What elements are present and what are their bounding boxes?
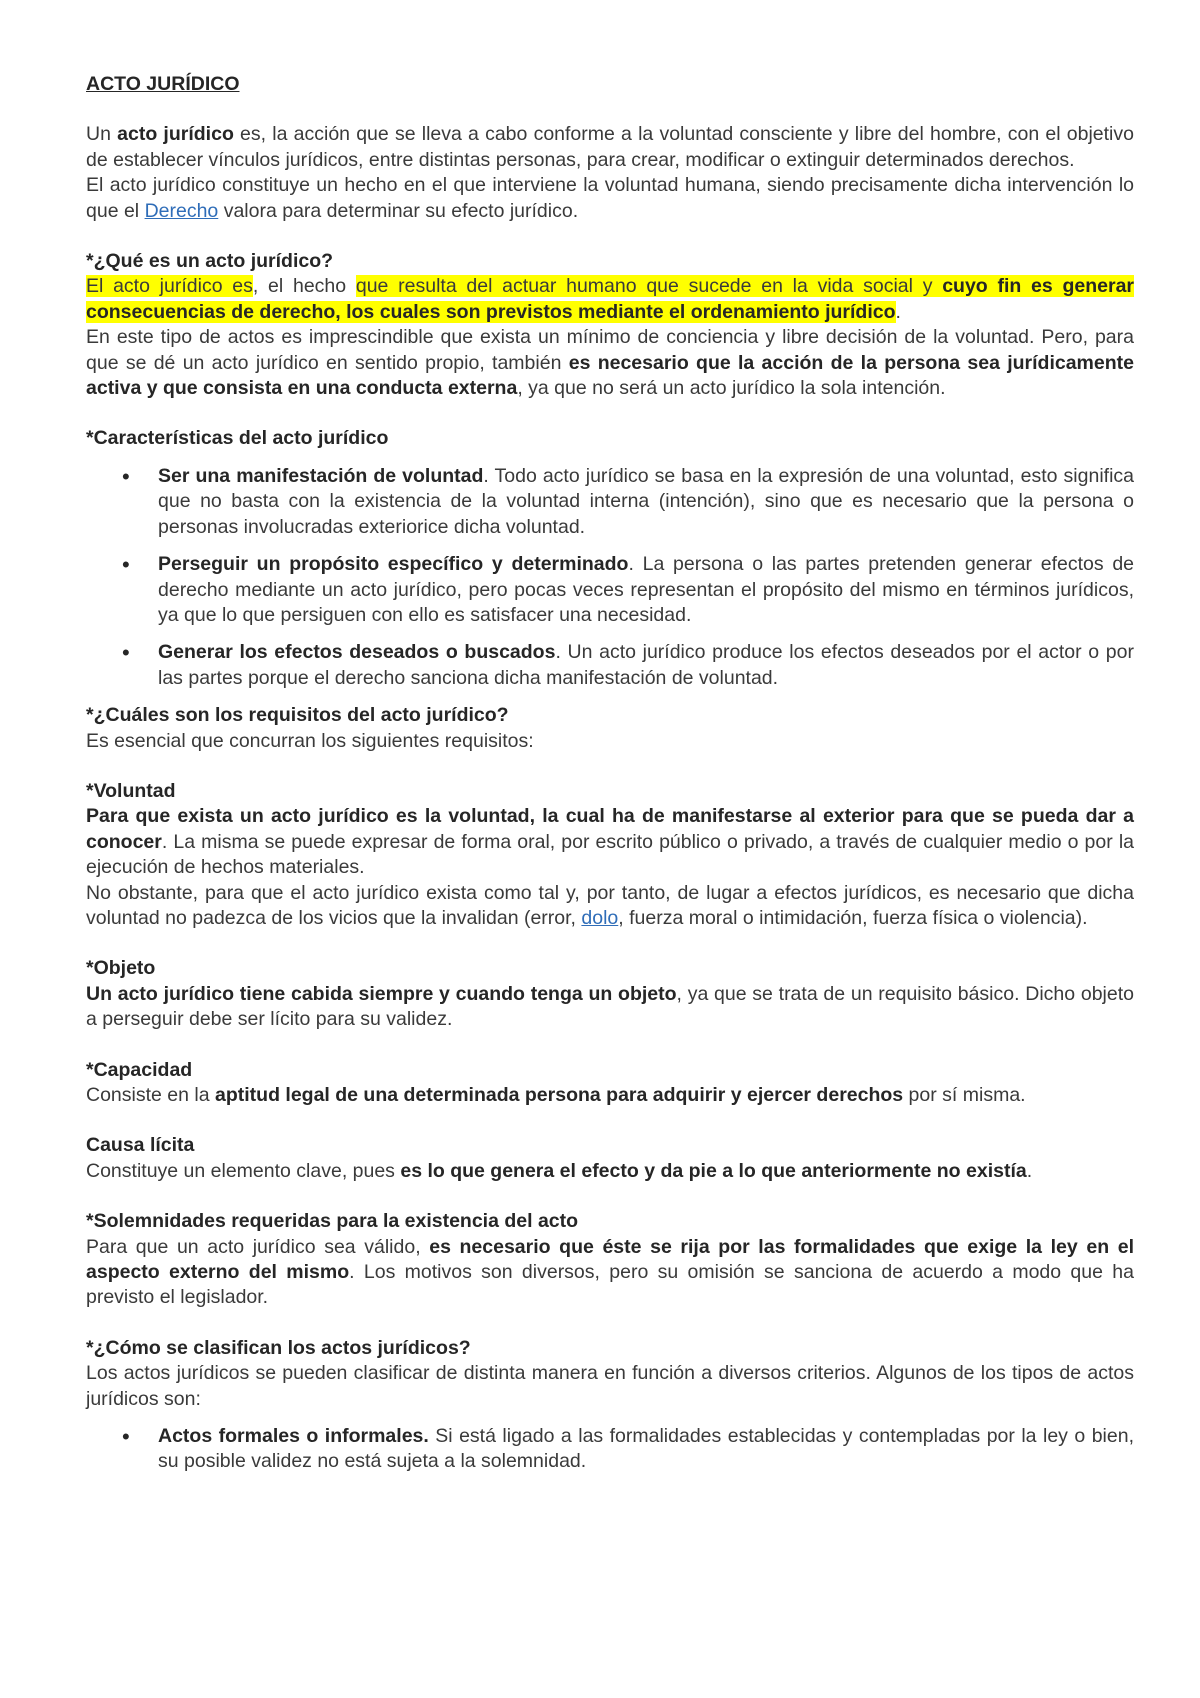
section-heading-clasificacion: *¿Cómo se clasifican los actos jurídicos? <box>86 1336 471 1359</box>
caracteristicas-list <box>86 464 1134 691</box>
intro-paragraph-1: Un acto jurídico es, la acción que se lleva a cabo conforme a la voluntad consciente y libre del hombre, con el objetivo de establecer vínculos jurídicos, entre distintas personas, para crear, modificar o extinguir determinados derechos. <box>86 123 1134 171</box>
intro-paragraph-2: El acto jurídico constituye un hecho en el que interviene la voluntad humana, siendo precisamente dicha intervención lo que el Derecho valora para determinar su efecto jurídico. <box>86 174 1134 222</box>
requisitos-text: Es esencial que concurran los siguientes requisitos: <box>86 729 534 752</box>
section-heading-capacidad: *Capacidad <box>86 1058 193 1081</box>
section-heading-caracteristicas: *Características del acto jurídico <box>86 427 389 450</box>
list-item: • Actos formales o informales. Si está ligado a las formalidades establecidas y contempladas por la ley o bien, su posible validez no está sujeta a la solemnidad. <box>86 1424 1134 1475</box>
solemnidades-paragraph: Para que un acto jurídico sea válido, es necesario que éste se rija por las formalidades que exige la ley en el aspecto externo del mismo. Los motivos son diversos, pero su omisión se sanciona de acuerdo a modo que ha previsto el legislador. <box>86 1235 1134 1309</box>
document-title: ACTO JURÍDICO <box>86 73 240 95</box>
section-heading-solemnidades: *Solemnidades requeridas para la existencia del acto <box>86 1210 579 1233</box>
causa-paragraph: Constituye un elemento clave, pues es lo que genera el efecto y da pie a lo que anteriormente no existía. <box>86 1159 1033 1182</box>
definition-paragraph-2: En este tipo de actos es imprescindible que exista un mínimo de conciencia y libre decisión de la voluntad. Pero, para que se dé un acto jurídico en sentido propio, también es necesario que la acción de la persona sea jurídicamente activa y que consista en una conducta externa, ya que no será un acto jurídico la sola intención. <box>86 326 1134 400</box>
document-body <box>86 72 1134 1475</box>
list-item: • Generar los efectos deseados o buscados. Un acto jurídico produce los efectos deseados por el actor o por las partes porque el derecho sanciona dicha manifestación de voluntad. <box>86 640 1134 691</box>
dolo-link[interactable]: dolo <box>581 906 619 929</box>
voluntad-paragraph-1: Para que exista un acto jurídico es la voluntad, la cual ha de manifestarse al exterior para que se pueda dar a conocer. La misma se puede expresar de forma oral, por escrito público o privado, a través de cualquier medio o por la ejecución de hechos materiales. <box>86 805 1134 879</box>
clasificacion-list <box>86 1424 1134 1475</box>
section-heading-causa: Causa lícita <box>86 1134 195 1157</box>
section-heading-objeto: *Objeto <box>86 957 156 980</box>
bold-term: acto jurídico <box>117 123 234 146</box>
derecho-link[interactable]: Derecho <box>144 199 219 222</box>
voluntad-paragraph-2: No obstante, para que el acto jurídico exista como tal y, por tanto, de lugar a efectos jurídicos, es necesario que dicha voluntad no padezca de los vicios que la invalidan (error, dolo, fuerza moral o intimidación, fuerza física o violencia). <box>86 881 1134 929</box>
section-heading-que-es: *¿Qué es un acto jurídico? <box>86 250 334 273</box>
list-item: • Ser una manifestación de voluntad. Todo acto jurídico se basa en la expresión de una voluntad, esto significa que no basta con la existencia de la voluntad interna (intención), sino que es necesario que la persona o personas involucradas exteriorice dicha voluntad. <box>86 464 1134 540</box>
clasificacion-paragraph: Los actos jurídicos se pueden clasificar de distinta manera en función a diversos criterios. Algunos de los tipos de actos jurídicos son: <box>86 1362 1134 1410</box>
definition-paragraph: El acto jurídico es, el hecho que resulta del actuar humano que sucede en la vida social y cuyo fin es generar consecuencias de derecho, los cuales son previstos mediante el ordenamiento jurídico. <box>86 275 1134 323</box>
capacidad-paragraph: Consiste en la aptitud legal de una determinada persona para adquirir y ejercer derechos por sí misma. <box>86 1084 1026 1106</box>
list-item: • Perseguir un propósito específico y determinado. La persona o las partes pretenden generar efectos de derecho mediante un acto jurídico, pero pocas veces representan el propósito del mismo en términos jurídicos, ya que lo que persiguen con ello es satisfacer una necesidad. <box>86 552 1134 628</box>
objeto-paragraph: Un acto jurídico tiene cabida siempre y cuando tenga un objeto, ya que se trata de un requisito básico. Dicho objeto a perseguir debe ser lícito para su validez. <box>86 982 1134 1031</box>
section-heading-voluntad: *Voluntad <box>86 779 176 802</box>
section-heading-requisitos: *¿Cuáles son los requisitos del acto jurídico? <box>86 704 509 727</box>
